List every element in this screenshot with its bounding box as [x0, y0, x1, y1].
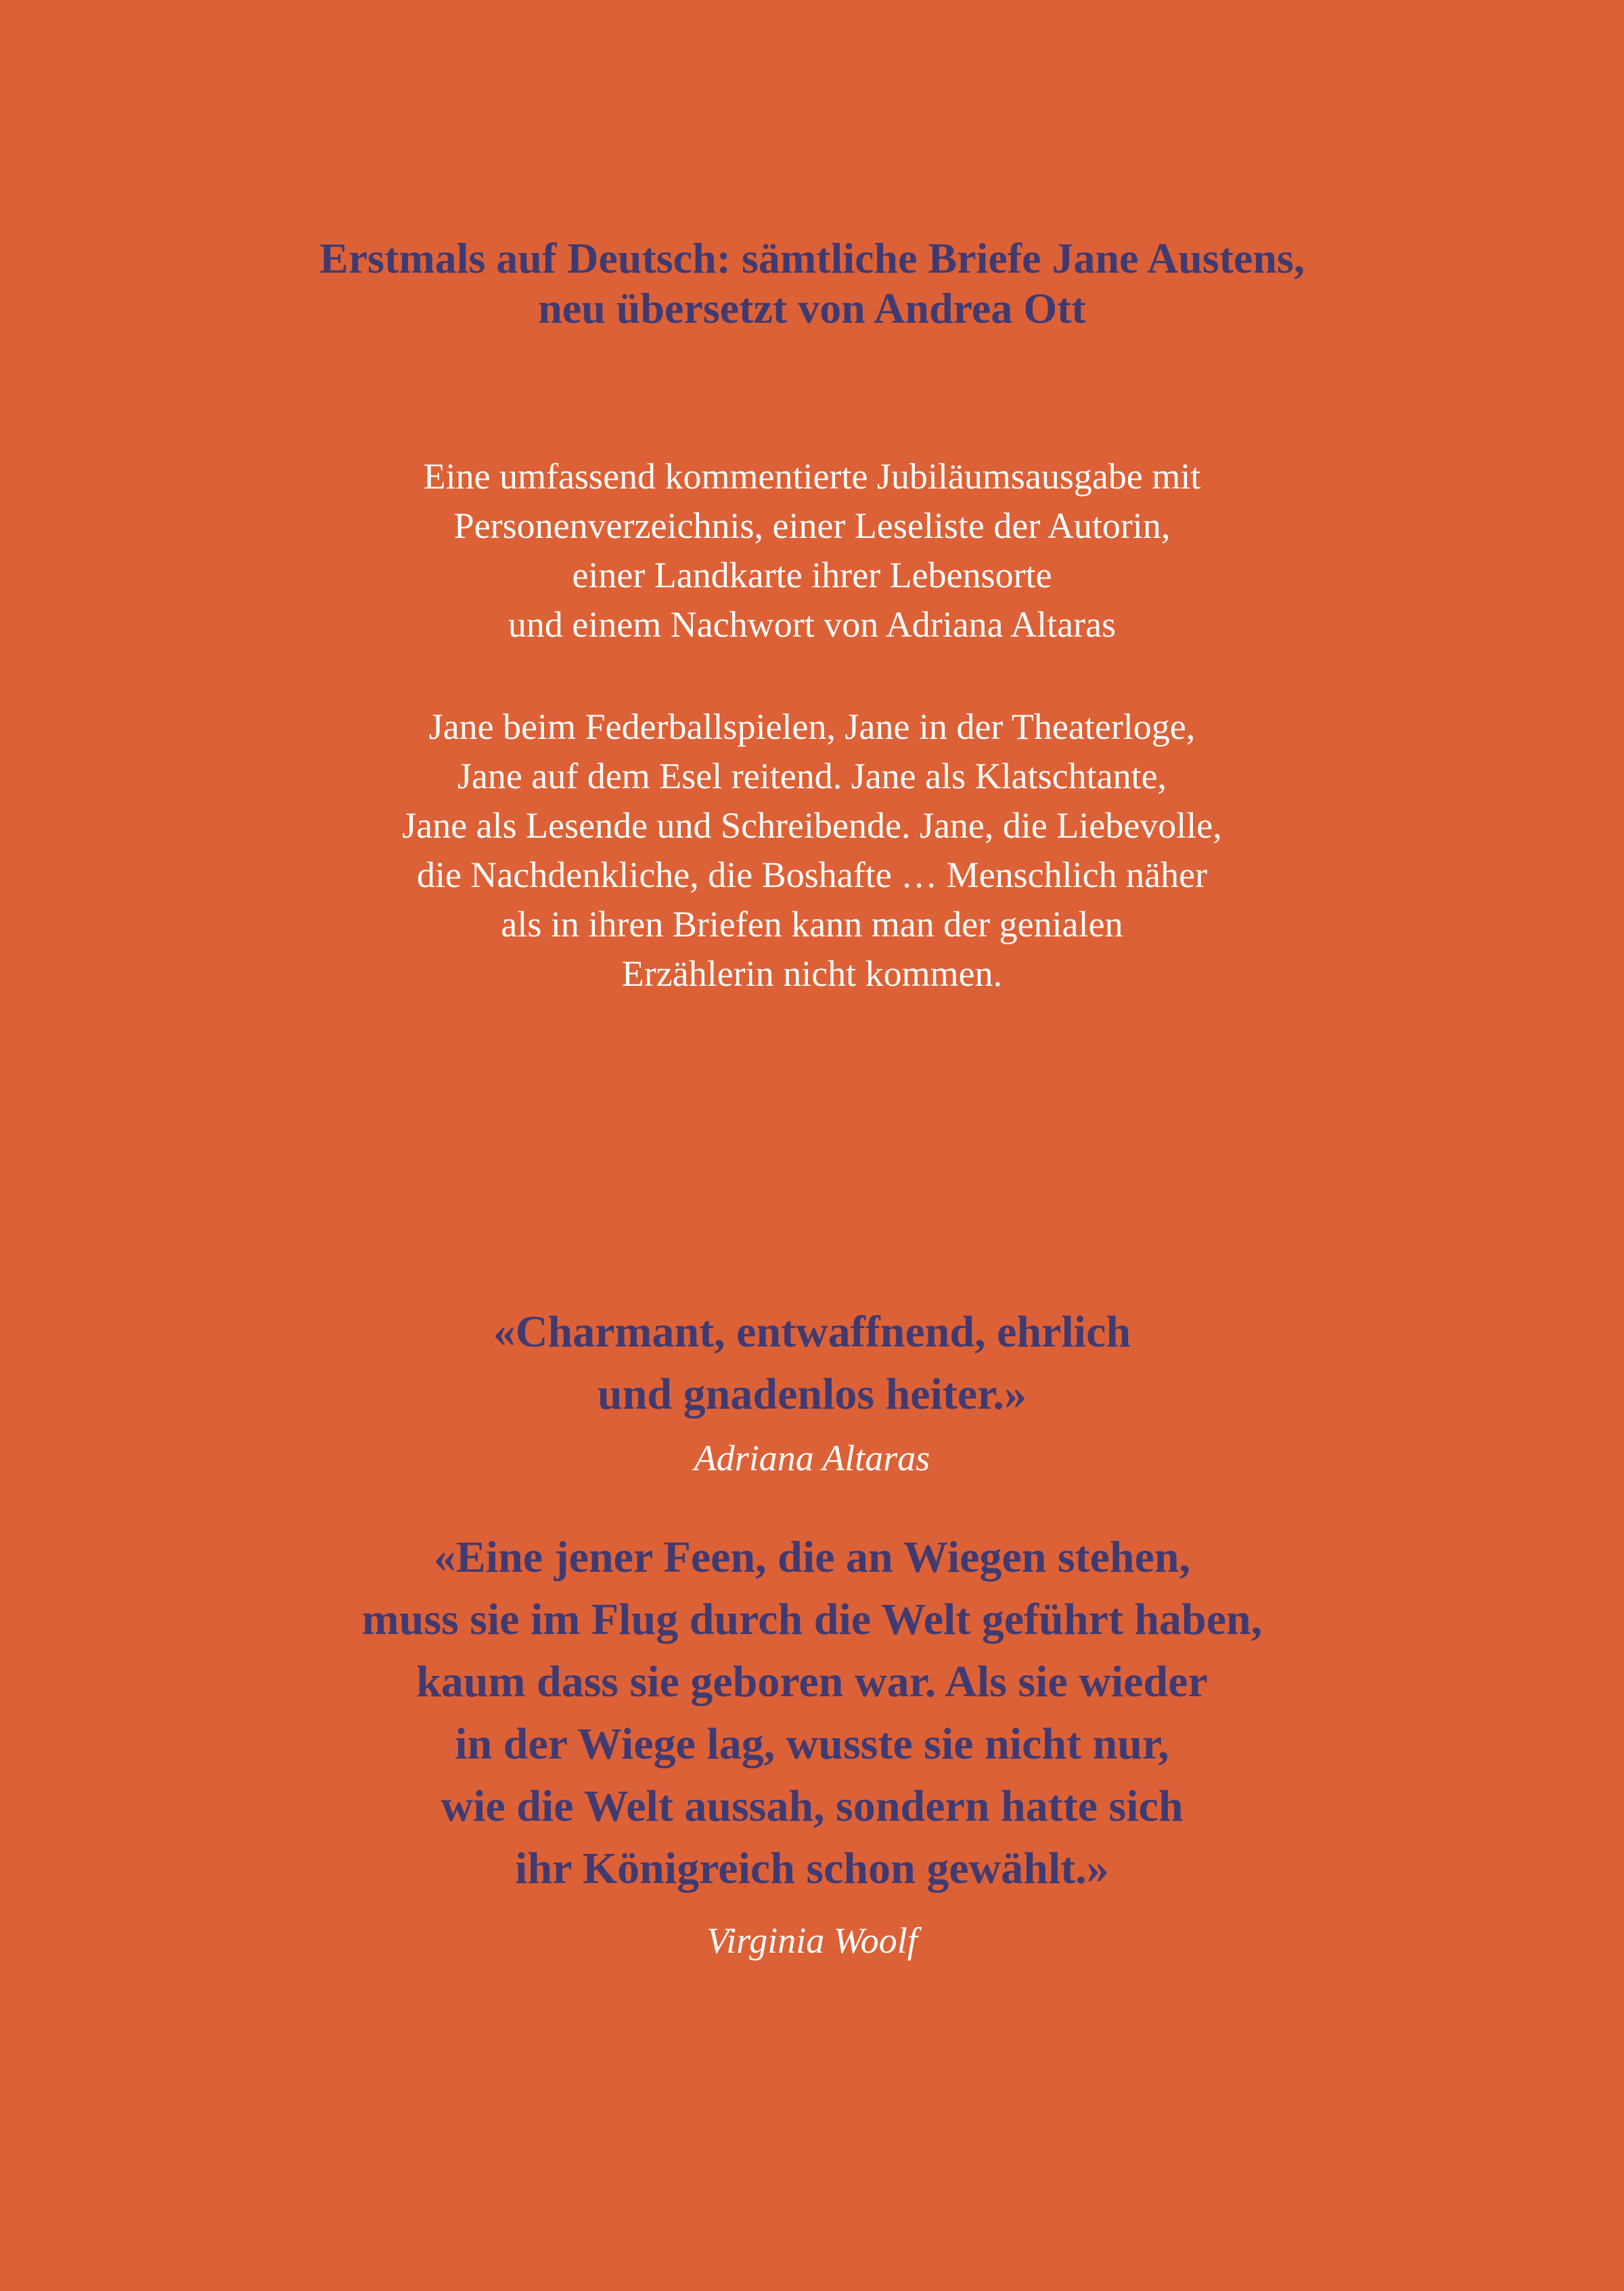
- quote-line: ihr Königreich schon gewählt.»: [515, 1844, 1109, 1893]
- heading-line: Erstmals auf Deutsch: sämtliche Briefe Jane Austens,: [319, 234, 1305, 282]
- quote-line: «Eine jener Feen, die an Wiegen stehen,: [433, 1533, 1191, 1582]
- blurb-line: die Nachdenkliche, die Boshafte … Menschlich näher: [416, 855, 1208, 895]
- blurb-line: als in ihren Briefen kann man der genialen: [501, 904, 1123, 945]
- intro-line: und einem Nachwort von Adriana Altaras: [508, 604, 1116, 645]
- quote-line: muss sie im Flug durch die Welt geführt haben,: [361, 1595, 1263, 1644]
- edition-description: [0, 452, 1624, 650]
- blurb-line: Erzählerin nicht kommen.: [621, 953, 1003, 994]
- intro-line: Eine umfassend kommentierte Jubiläumsausgabe mit: [423, 456, 1201, 497]
- quote-line: wie die Welt aussah, sondern hatte sich: [441, 1782, 1183, 1831]
- cover-heading: [0, 233, 1624, 334]
- blurb-line: Jane als Lesende und Schreibende. Jane, die Liebevolle,: [402, 805, 1222, 846]
- quote-line: und gnadenlos heiter.»: [597, 1369, 1027, 1419]
- blurb-line: Jane auf dem Esel reitend. Jane als Klatschtante,: [457, 756, 1167, 796]
- quote-attribution: Virginia Woolf: [706, 1920, 918, 1961]
- intro-line: einer Landkarte ihrer Lebensorte: [572, 555, 1052, 595]
- quote-line: kaum dass sie geboren war. Als sie wieder: [416, 1657, 1208, 1706]
- quote-line: «Charmant, entwaffnend, ehrlich: [493, 1307, 1131, 1357]
- heading-line: neu übersetzt von Andrea Ott: [538, 284, 1086, 332]
- quote-woolf: [0, 1526, 1624, 1900]
- quote-attribution: Adriana Altaras: [694, 1438, 930, 1478]
- quote-altaras: [0, 1301, 1624, 1426]
- blurb-paragraph: [0, 702, 1624, 999]
- quote-line: in der Wiege lag, wusste sie nicht nur,: [455, 1719, 1169, 1769]
- blurb-line: Jane beim Federballspielen, Jane in der Theaterloge,: [428, 706, 1196, 747]
- intro-line: Personenverzeichnis, einer Leseliste der Autorin,: [453, 505, 1171, 546]
